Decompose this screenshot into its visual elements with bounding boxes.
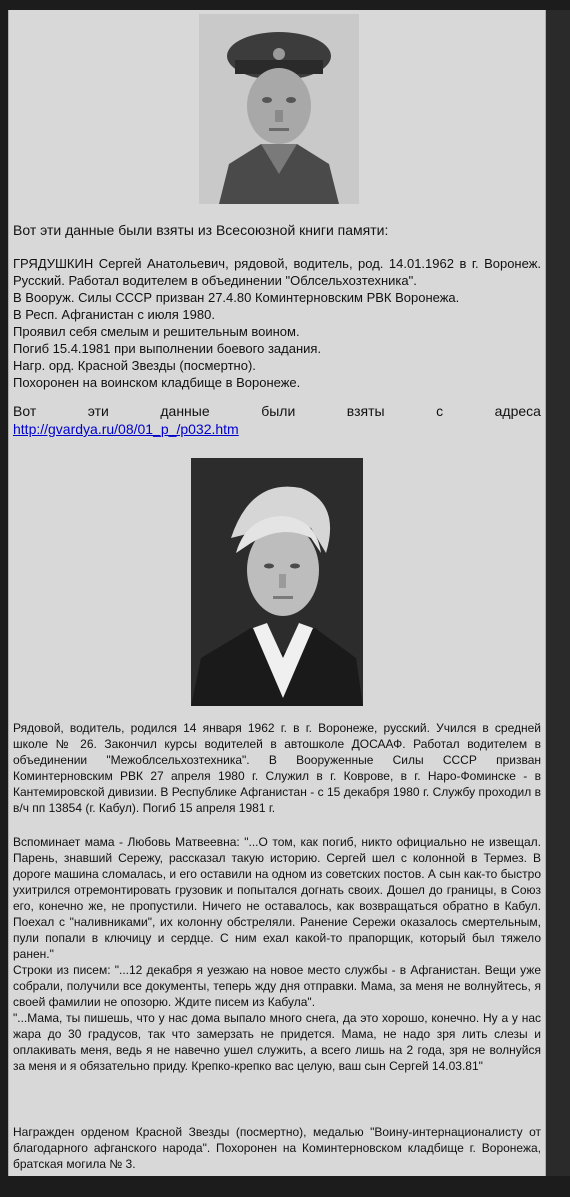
awards-text: Награжден орденом Красной Звезды (посмертно), медалью "Воину-интернационалисту от благодарного афганского народа". Похоронен на Коминтерновском кладбище г. Воронежа, братская могила № 3. (13, 1125, 541, 1171)
source-line (13, 402, 541, 438)
book-entry-line: Нагр. орд. Красной Звезды (посмертно). (13, 358, 256, 373)
biography-paragraph (13, 720, 541, 816)
young-man-portrait-photo (191, 458, 363, 706)
portrait-illustration (199, 14, 359, 204)
book-entry (13, 255, 541, 391)
source-word: эти (87, 403, 109, 419)
source-word: данные (160, 403, 210, 419)
book-entry-line: Погиб 15.4.1981 при выполнении боевого задания. (13, 341, 322, 356)
book-entry-line: Похоронен на воинском кладбище в Воронеже. (13, 375, 301, 390)
letter-excerpt-2: "...Мама, ты пишешь, что у нас дома выпало много снега, да это хорошо, конечно. Ну а у нас жара до 30 градусов, так что замерзать не придется. Мама, не надо зря лить слезы и оплакивать меня, ведь я не навечно ушел служить, а всего лишь на 2 года, зря не волнуйся за меня и я обязательно приду. Крепко-крепко вас целую, ваш сын Сергей 14.03.81" (13, 1011, 541, 1073)
source-word: взяты (346, 403, 385, 419)
book-heading: Вот эти данные были взяты из Всесоюзной книги памяти: (13, 222, 389, 238)
biography-text: Рядовой, водитель, родился 14 января 1962 г. в г. Воронеже, русский. Учился в средней школе № 26. Закончил курсы водителей в автошколе ДОСААФ. Работал водителем в объединении "Межоблсельхозтехника". В Вооруженные Силы СССР призван Коминтерновским РВК 27 апреля 1980 г. Служил в г. Коврове, в г. Наро-Фоминске - в Кантемировской дивизии. В Республике Афганистан - с 15 декабря 1980 г. Службу проходил в в/ч пп 13854 (г. Кабул). Погиб 15 апреля 1981 г. (13, 721, 541, 815)
source-caption (13, 402, 541, 420)
letter-excerpt-1: Строки из писем: "...12 декабря я уезжаю на новое место службы - в Афганистан. Вещи уже собрали, получили все документы, теперь жду дня отправки. Мама, за меня не волнуйтесь, я своей фамилии не опозорю. Ждите писем из Кабула". (13, 963, 541, 1009)
book-entry-line: В Респ. Афганистан с июля 1980. (13, 307, 215, 322)
document-page (8, 10, 546, 1176)
awards-paragraph (13, 1124, 541, 1172)
portrait-illustration (191, 458, 363, 706)
book-entry-line: В Вооруж. Силы СССР призван 27.4.80 Коминтерновским РВК Воронежа. (13, 290, 460, 305)
source-word: были (261, 403, 296, 419)
source-link[interactable]: http://gvardya.ru/08/01_p_/p032.htm (13, 421, 239, 437)
bottom-bar (0, 1176, 570, 1197)
page-margin-bar (546, 10, 570, 1176)
source-word: адреса (494, 403, 541, 419)
book-entry-line: ГРЯДУШКИН Сергей Анатольевич, рядовой, водитель, род. 14.01.1962 в г. Воронеж. Русский. Работал водителем в объединении "Облсельхозтехника". (13, 256, 541, 288)
mother-memory-text: Вспоминает мама - Любовь Матвеевна: "...О том, как погиб, никто официально не извещал. Парень, знавший Сережу, рассказал такую историю. Сергей шел с колонной в Термез. В дороге машина сломалась, и его оставили на одном из советских постов. А сын как-то быстро ухитрился отремонтировать грузовик и попытался догнать своих. Дошел до границы, в Союз его, конечно же, не пропустили. Ничего не оставалось, как возвращаться обратно в Кабул. Поехал с "наливниками", их колонну обстреляли. Ранение Сережи оказалось смертельным, пули попали в ключицу и сердце. С ним ехал какой-то прапорщик, который был тяжело ранен." (13, 835, 541, 961)
soldier-portrait-photo (199, 14, 359, 204)
memories-section (13, 834, 541, 1074)
book-entry-line: Проявил себя смелым и решительным воином. (13, 324, 300, 339)
source-word: с (436, 403, 444, 419)
source-word: Вот (13, 403, 37, 419)
